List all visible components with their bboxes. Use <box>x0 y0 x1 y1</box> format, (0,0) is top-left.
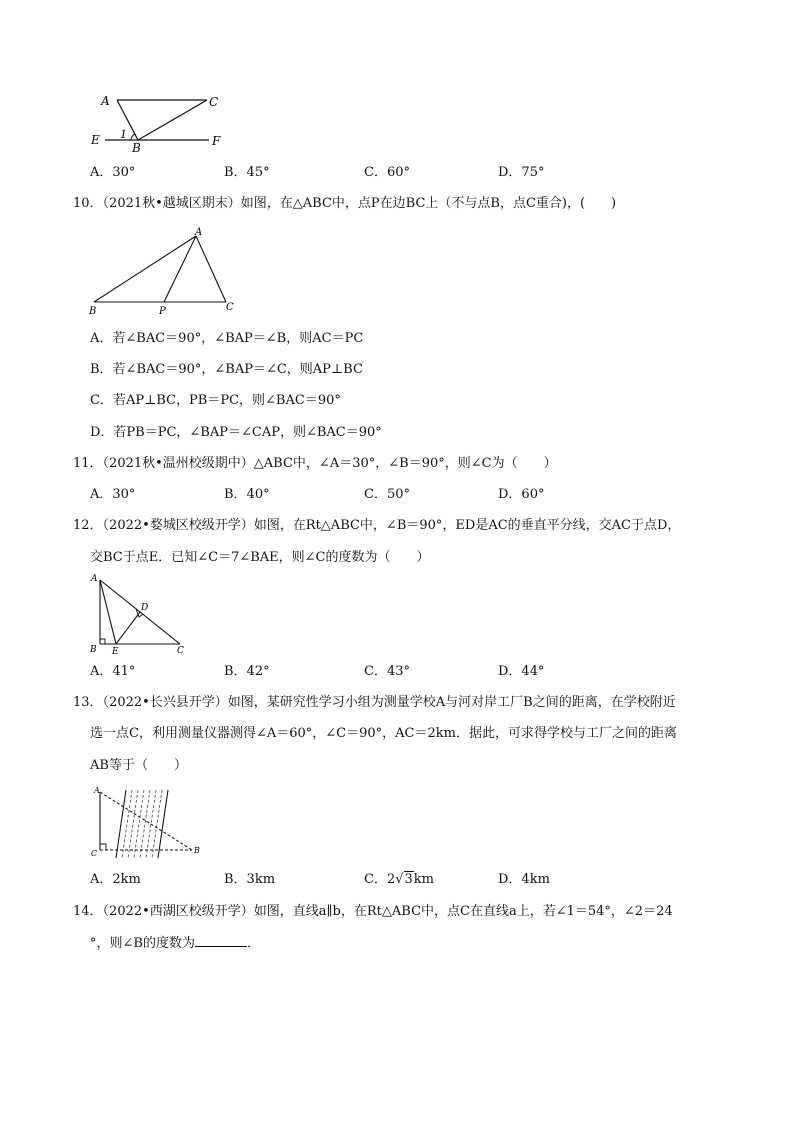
q9-label-c: C <box>209 95 219 109</box>
q11-option-c[interactable]: C．50° <box>364 487 410 502</box>
q9-option-b[interactable]: B．45° <box>224 165 270 180</box>
q10-figure <box>86 224 246 320</box>
q10-label-a: A <box>195 227 203 238</box>
q13-option-d[interactable]: D．4km <box>498 872 550 887</box>
q12-option-d[interactable]: D．44° <box>498 664 545 679</box>
sqrt-symbol: √3 <box>395 872 413 887</box>
q13-option-a[interactable]: A．2km <box>90 872 141 887</box>
q11-stem: 11．（2021秋•温州校级期中）△ABC中，∠A＝30°，∠B＝90°，则∠C为（ ） <box>73 456 557 471</box>
q10-option-a[interactable]: A．若∠BAC＝90°，∠BAP＝∠B，则AC＝PC <box>90 331 364 346</box>
q11-option-d[interactable]: D．60° <box>498 487 545 502</box>
q10-option-c[interactable]: C．若AP⊥BC，PB＝PC，则∠BAC＝90° <box>90 393 341 408</box>
q9-option-a[interactable]: A．30° <box>90 165 136 180</box>
q13-label-b: B <box>194 846 200 855</box>
q13-label-c: C <box>91 849 98 858</box>
q12-label-d: D <box>141 603 149 613</box>
q10-label-p: P <box>159 306 166 317</box>
q14-stem-line-1: 14．（2022•西湖区校级开学）如图，直线a∥b，在Rt△ABC中，点C在直线a上，若∠1＝54°，∠2＝24 <box>73 904 673 919</box>
q9-option-c[interactable]: C．60° <box>364 165 410 180</box>
q12-label-a: A <box>91 574 98 584</box>
q14-answer-blank[interactable] <box>195 934 247 947</box>
q9-label-f: F <box>212 134 221 148</box>
q13-option-b[interactable]: B．3km <box>224 872 276 887</box>
q10-stem: 10．（2021秋•越城区期末）如图，在△ABC中，点P在边BC上（不与点B，点C重合)，( ) <box>73 196 617 211</box>
q12-option-c[interactable]: C．43° <box>364 664 410 679</box>
q13-option-c-radicand: 3 <box>404 872 413 887</box>
q14-stem-end: ． <box>246 936 260 951</box>
q13-stem-line-2: 选一点C，利用测量仪器测得∠A＝60°，∠C＝90°，AC＝2km．据此，可求得学校与工厂之间的距离 <box>90 726 677 741</box>
q13-figure <box>86 780 216 862</box>
q10-label-b: B <box>89 306 97 317</box>
q12-label-b: B <box>90 645 97 655</box>
q13-stem-line-3: AB等于（ ） <box>90 758 187 773</box>
q9-label-a: A <box>101 94 110 108</box>
q13-option-c-unit: km <box>413 872 435 887</box>
q13-option-c[interactable] <box>364 871 434 889</box>
q10-label-c: C <box>226 302 234 313</box>
q9-label-e: E <box>91 133 100 147</box>
q10-option-d[interactable]: D．若PB＝PC，∠BAP＝∠CAP，则∠BAC＝90° <box>90 425 382 440</box>
q12-option-a[interactable]: A．41° <box>90 664 136 679</box>
q14-stem-line-2 <box>90 934 260 953</box>
q14-stem-text: °，则∠B的度数为 <box>90 936 195 951</box>
q9-option-d[interactable]: D．75° <box>498 165 545 180</box>
q10-option-b[interactable]: B．若∠BAC＝90°，∠BAP＝∠C，则AP⊥BC <box>90 362 363 377</box>
q12-stem-line-2: 交BC于点E．已知∠C＝7∠BAE，则∠C的度数为（ ） <box>90 550 430 565</box>
q11-option-a[interactable]: A．30° <box>90 487 136 502</box>
q9-label-b: B <box>132 141 141 152</box>
q12-stem-line-1: 12．（2022•婺城区校级开学）如图，在Rt△ABC中，∠B＝90°，ED是AC的垂直平分线，交AC于点D， <box>73 518 681 533</box>
q12-figure <box>86 572 196 656</box>
q13-option-c-prefix: C．2 <box>364 872 396 887</box>
q9-label-angle-1: 1 <box>120 128 127 141</box>
q12-option-b[interactable]: B．42° <box>224 664 270 679</box>
q13-stem-line-1: 13．（2022•长兴县开学）如图，某研究性学习小组为测量学校A与河对岸工厂B之间的距离，在学校附近 <box>73 695 676 710</box>
q12-label-c: C <box>177 646 184 656</box>
q9-figure <box>85 92 235 152</box>
q11-option-b[interactable]: B．40° <box>224 487 270 502</box>
q12-label-e: E <box>112 647 119 656</box>
q13-label-a: A <box>94 786 100 795</box>
